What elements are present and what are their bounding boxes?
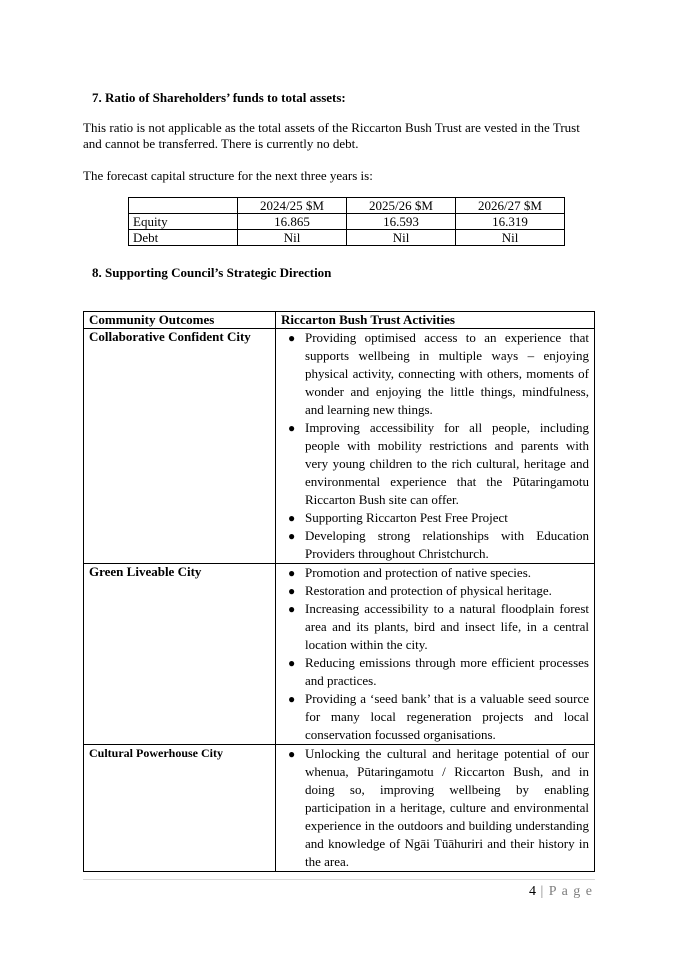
- capital-structure-intro: The forecast capital structure for the next three years is:: [83, 168, 373, 183]
- activity-item: [288, 419, 589, 509]
- footer-separator: |: [535, 884, 549, 899]
- section-7-heading: 7. Ratio of Shareholders’ funds to total assets:: [92, 90, 346, 105]
- bullet-icon: ●: [288, 692, 296, 706]
- section-8-heading: 8. Supporting Council’s Strategic Direction: [92, 265, 332, 280]
- strategic-direction-table: [83, 311, 595, 872]
- capital-cell: Nil: [456, 230, 565, 246]
- capital-cell: 16.593: [347, 214, 456, 230]
- bullet-icon: ●: [288, 331, 296, 345]
- activity-text: Increasing accessibility to a natural floodplain forest area and its plants, bird and insect life, in a central location within the city.: [305, 601, 589, 652]
- activity-item: [288, 329, 589, 419]
- strategy-row-cultural: [84, 745, 595, 872]
- capital-cell: Nil: [238, 230, 347, 246]
- activity-text: Developing strong relationships with Education Providers throughout Christchurch.: [305, 528, 589, 561]
- activities-cell: [276, 745, 595, 872]
- capital-cell: 16.865: [238, 214, 347, 230]
- activities-list: [281, 329, 589, 563]
- bullet-icon: ●: [288, 566, 296, 580]
- activity-item: [288, 564, 589, 582]
- section-7-paragraph: This ratio is not applicable as the total assets of the Riccarton Bush Trust are vested in the Trust and cannot be transferred. There is currently no debt.: [83, 120, 580, 151]
- bullet-icon: ●: [288, 529, 296, 543]
- capital-table-row-debt: [129, 230, 565, 246]
- activity-item: [288, 690, 589, 744]
- page-label: P a g e: [548, 884, 593, 899]
- page-number: 4: [528, 884, 536, 899]
- column-header-outcomes: Community Outcomes: [84, 312, 276, 329]
- activity-item: [288, 582, 589, 600]
- strategy-row-collaborative: [84, 329, 595, 564]
- activity-item: [288, 600, 589, 654]
- capital-structure-table: [128, 197, 565, 246]
- bullet-icon: ●: [288, 747, 296, 761]
- activity-text: Reducing emissions through more efficient processes and practices.: [305, 655, 589, 688]
- activities-cell: [276, 564, 595, 745]
- bullet-icon: ●: [288, 511, 296, 525]
- activity-item: [288, 527, 589, 563]
- strategy-table-header-row: [84, 312, 595, 329]
- outcome-cell: Collaborative Confident City: [84, 329, 276, 564]
- activities-list: [281, 745, 589, 871]
- page-footer: [529, 884, 593, 900]
- capital-header-year: 2025/26 $M: [347, 198, 456, 214]
- activity-item: [288, 509, 589, 527]
- capital-table-row-equity: [129, 214, 565, 230]
- capital-cell: Nil: [347, 230, 456, 246]
- strategy-row-green: [84, 564, 595, 745]
- capital-cell: 16.319: [456, 214, 565, 230]
- outcome-cell: Cultural Powerhouse City: [84, 745, 276, 872]
- capital-row-label: Equity: [129, 214, 238, 230]
- bullet-icon: ●: [288, 602, 296, 616]
- capital-table-header-row: [129, 198, 565, 214]
- activity-text: Promotion and protection of native species.: [305, 565, 532, 580]
- column-header-activities: Riccarton Bush Trust Activities: [276, 312, 595, 329]
- bullet-icon: ●: [288, 421, 296, 435]
- activity-text: Providing optimised access to an experience that supports wellbeing in multiple ways – enjoying physical activity, connecting with others, moments of wonder and enjoying the little things, mindfulness, and learning new things.: [305, 330, 589, 417]
- activity-text: Providing a ‘seed bank’ that is a valuable seed source for many local regeneration projects and local conservation focussed organisations.: [305, 691, 589, 742]
- activity-text: Unlocking the cultural and heritage potential of our whenua, Pūtaringamotu / Riccarton Bush, and in doing so, improving wellbeing by enabling participation in a heritage, culture and environmental experience in the outdoors and building understanding and knowledge of Ngāi Tūāhuriri and their history in the area.: [305, 746, 589, 869]
- bullet-icon: ●: [288, 656, 296, 670]
- capital-header-year: 2024/25 $M: [238, 198, 347, 214]
- activity-text: Improving accessibility for all people, including people with mobility restrictions and parents with very young children to the rich cultural, heritage and environmental experience that the Pūtaringamotu Riccarton Bush site can offer.: [305, 420, 589, 507]
- activities-cell: [276, 329, 595, 564]
- footer-divider: [83, 879, 595, 880]
- activities-list: [281, 564, 589, 744]
- activity-text: Restoration and protection of physical heritage.: [305, 583, 552, 598]
- activity-text: Supporting Riccarton Pest Free Project: [305, 510, 508, 525]
- activity-item: [288, 745, 589, 871]
- outcome-cell: Green Liveable City: [84, 564, 276, 745]
- capital-header-year: 2026/27 $M: [456, 198, 565, 214]
- capital-row-label: Debt: [129, 230, 238, 246]
- bullet-icon: ●: [288, 584, 296, 598]
- capital-header-empty: [129, 198, 238, 214]
- activity-item: [288, 654, 589, 690]
